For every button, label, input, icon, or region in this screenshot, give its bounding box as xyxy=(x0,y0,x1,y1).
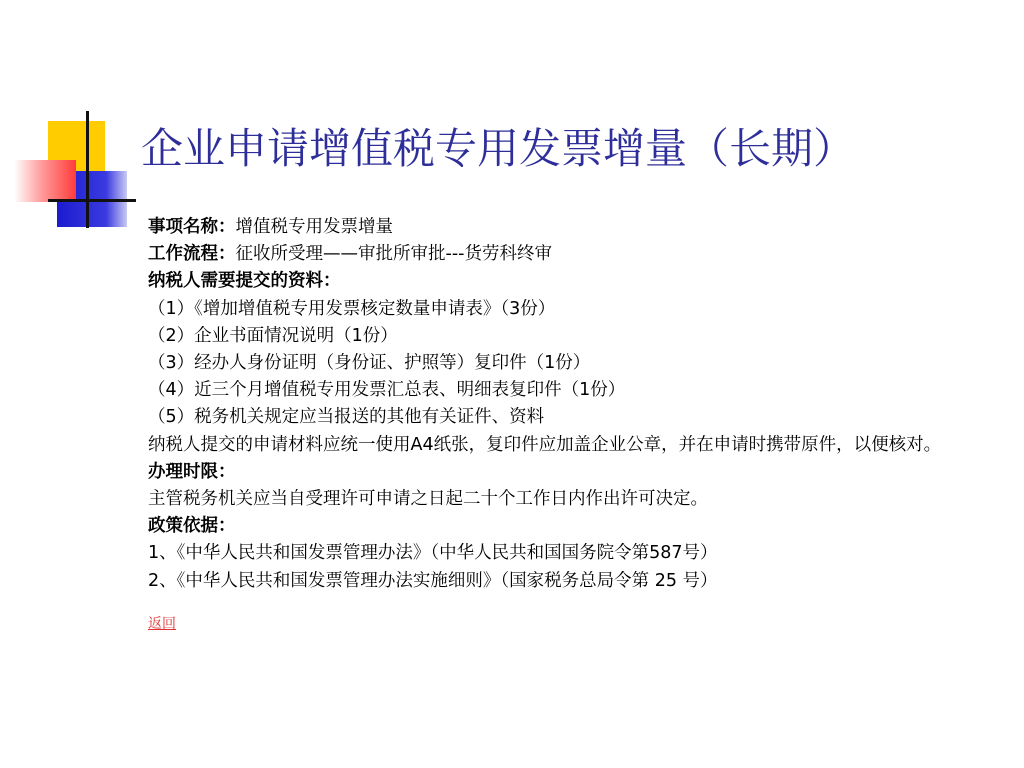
vertical-line xyxy=(86,111,89,228)
materials-item: （3）经办人身份证明（身份证、护照等）复印件（1份） xyxy=(148,353,591,374)
item-name-value: 增值税专用发票增量 xyxy=(235,217,393,237)
red-gradient-rectangle xyxy=(14,160,76,202)
materials-item: （4）近三个月增值税专用发票汇总表、明细表复印件（1份） xyxy=(148,380,626,401)
policy-item: 1、《中华人民共和国发票管理办法》（中华人民共和国国务院令第587号） xyxy=(148,543,718,564)
slide-body xyxy=(148,214,998,638)
time-limit-text: 主管税务机关应当自受理许可申请之日起二十个工作日内作出许可决定。 xyxy=(148,489,708,510)
materials-item: （1）《增加增值税专用发票核定数量申请表》（3份） xyxy=(148,298,556,319)
decorative-block-graphic xyxy=(0,0,140,230)
horizontal-line xyxy=(48,199,136,202)
time-limit-heading: 办理时限： xyxy=(148,461,236,482)
materials-note: 纳税人提交的申请材料应统一使用A4纸张，复印件应加盖企业公章，并在申请时携带原件，以便核对。 xyxy=(148,434,942,455)
slide-title: 企业申请增值税专用发票增量（长期） xyxy=(141,124,856,173)
item-name-row xyxy=(148,214,998,241)
item-name-label: 事项名称： xyxy=(148,217,236,237)
materials-item: （5）税务机关规定应当报送的其他有关证件、资料 xyxy=(148,407,545,428)
workflow-value: 征收所受理——审批所审批---货劳科终审 xyxy=(235,244,552,265)
workflow-label: 工作流程： xyxy=(148,244,236,265)
back-link[interactable]: 返回 xyxy=(148,615,176,632)
workflow-row xyxy=(148,241,998,268)
policy-heading: 政策依据： xyxy=(148,516,236,537)
policy-item: 2、《中华人民共和国发票管理办法实施细则》（国家税务总局令第 25 号） xyxy=(148,570,718,591)
materials-item: （2）企业书面情况说明（1份） xyxy=(148,325,398,346)
materials-heading: 纳税人需要提交的资料： xyxy=(148,271,341,292)
